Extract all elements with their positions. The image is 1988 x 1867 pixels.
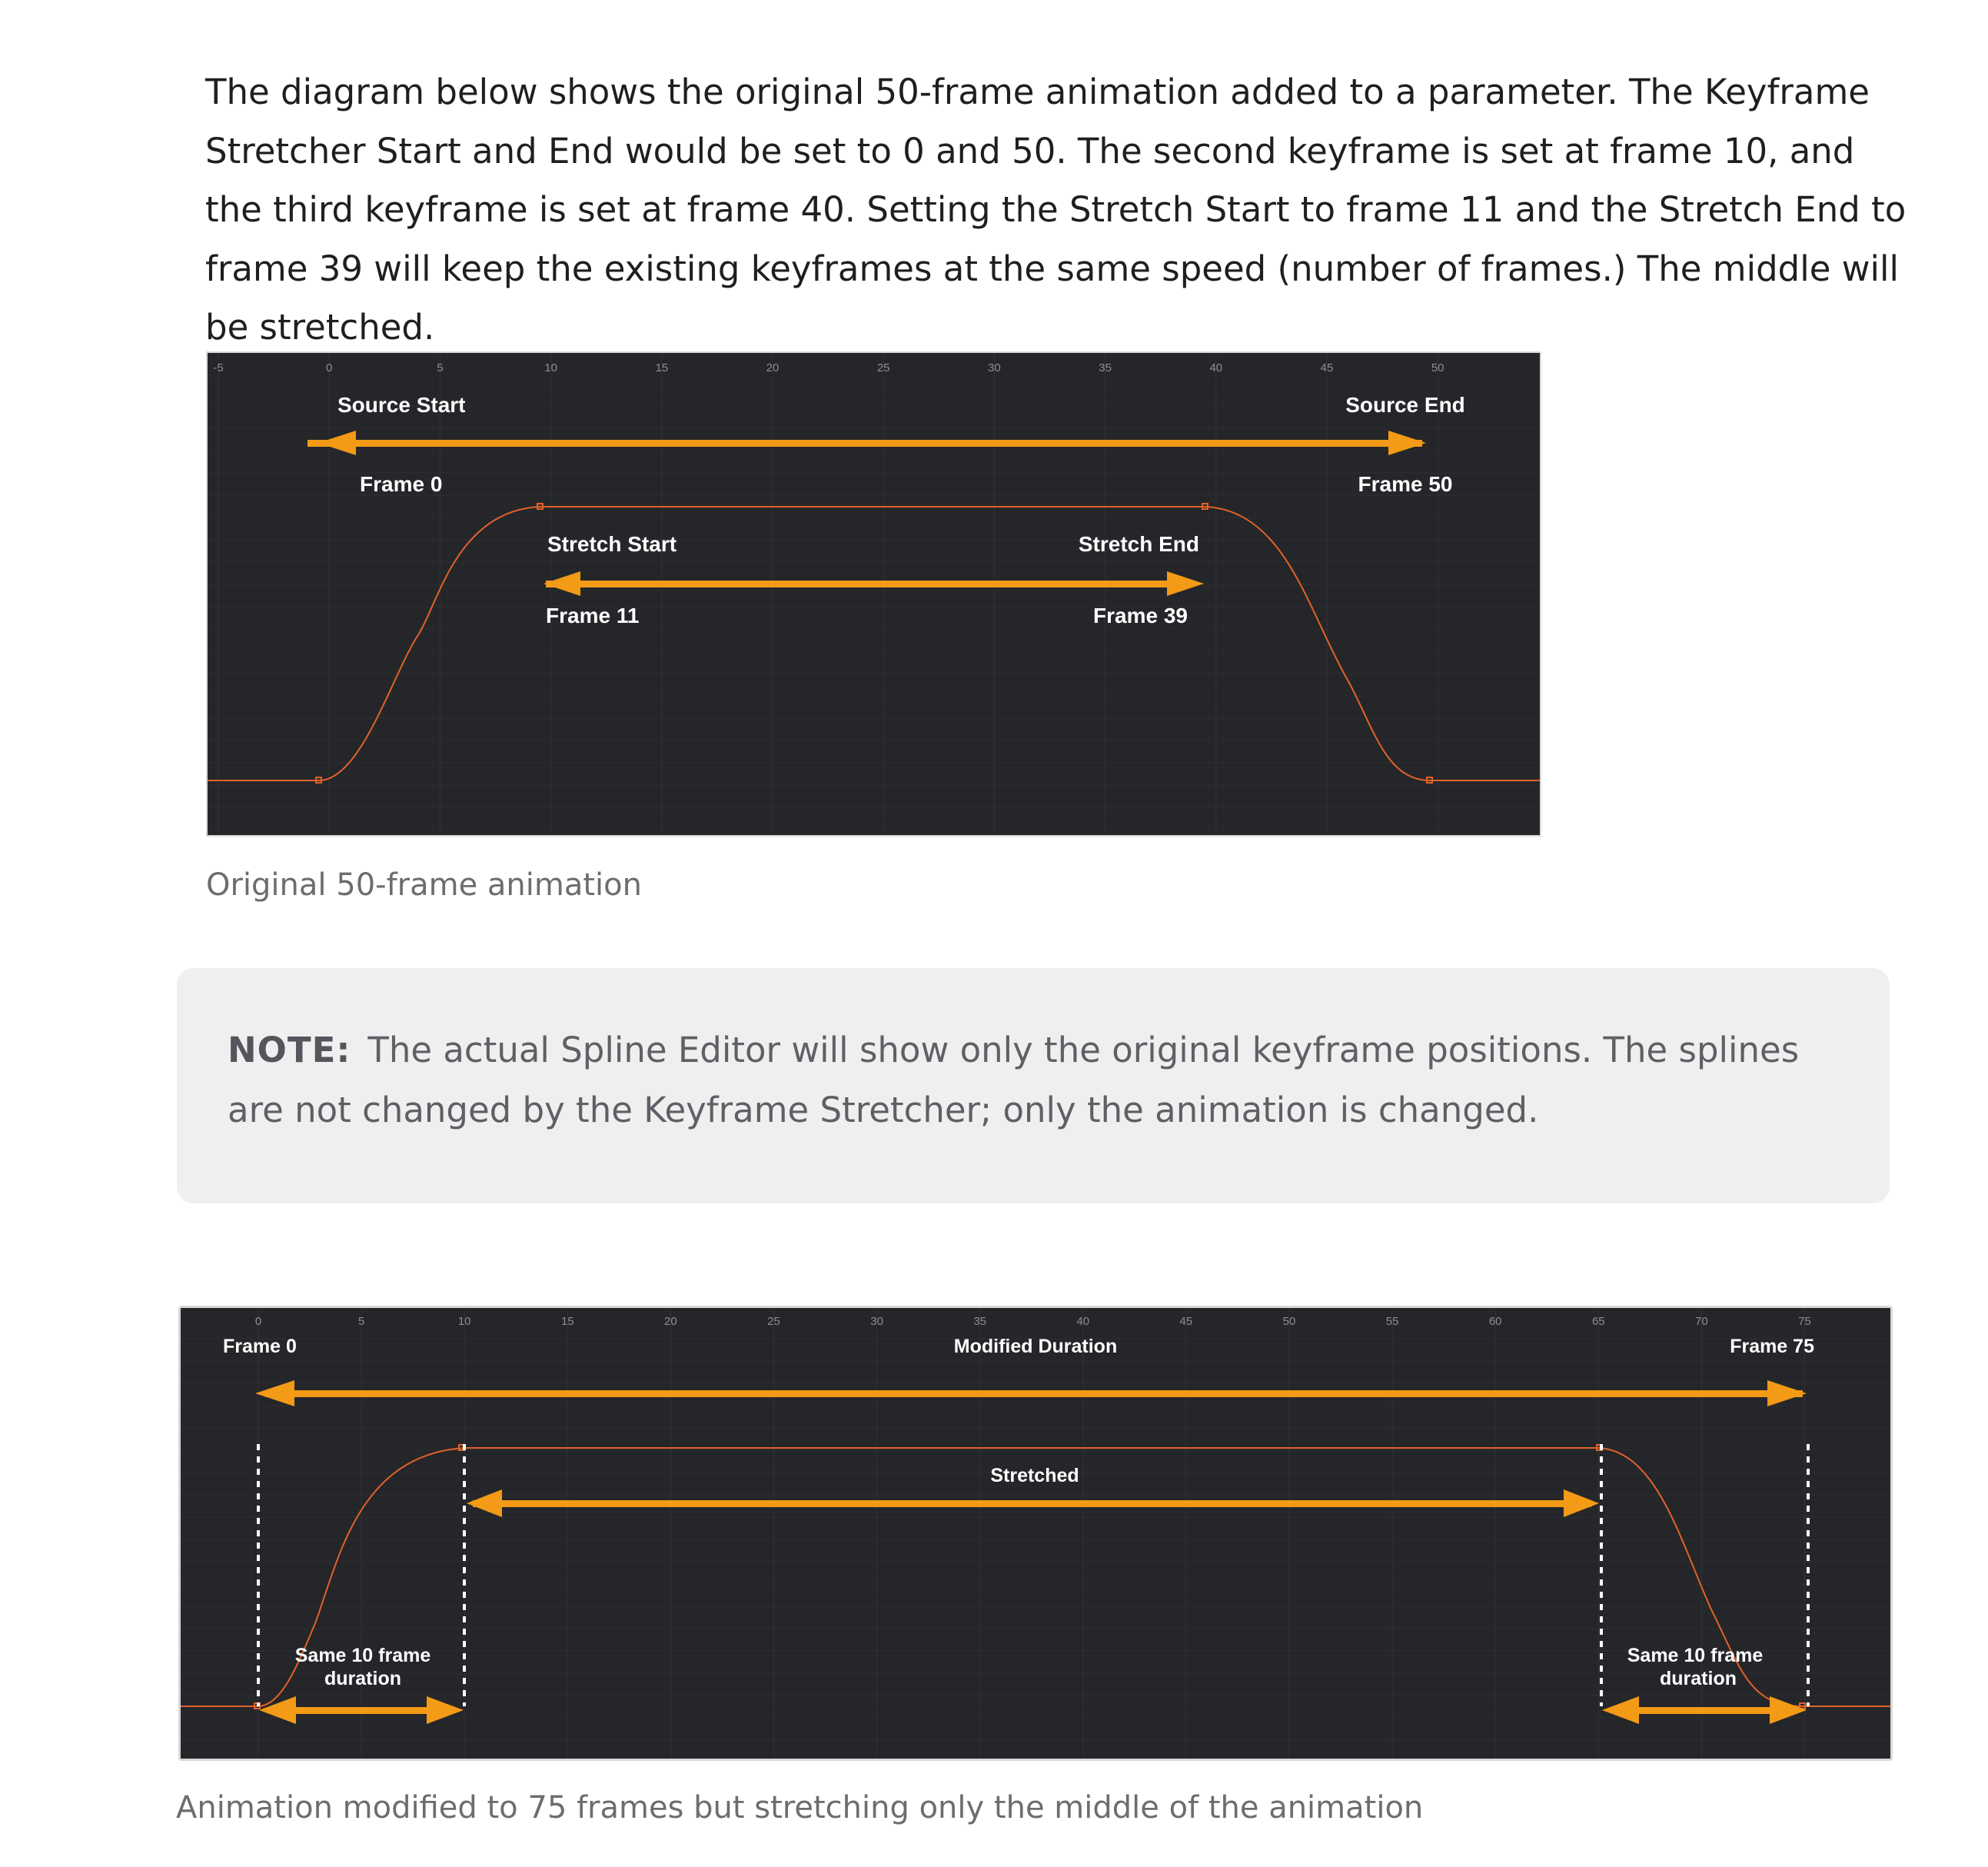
tick-label: 25 [767, 1315, 780, 1328]
tick-label: 5 [357, 1315, 365, 1328]
tick-label: 0 [254, 1315, 262, 1328]
right-duration-line1: Same 10 frame [1627, 1645, 1764, 1666]
tick-label: 65 [1591, 1315, 1605, 1328]
tick-label: 0 [326, 361, 333, 374]
source-end-label: Source End [1345, 393, 1465, 417]
stretch-end-frame: Frame 39 [1093, 604, 1188, 627]
tick-label: 40 [1209, 361, 1223, 374]
grid-lines [181, 1308, 1890, 1759]
tick-label: 55 [1385, 1315, 1399, 1328]
tick-label: -5 [213, 361, 224, 374]
intro-paragraph: The diagram below shows the original 50-frame animation added to a parameter. The Keyframe Stretcher Start and End would be set to 0 and 50. The second keyframe is set at frame 10, and the third keyframe is set at frame 40. Setting the Stretch Start to frame 11 and the Stretch End to frame 39 will keep the existing keyframes at the same speed (number of frames.) The middle will be stretched. [205, 72, 1907, 348]
tick-label: 15 [655, 361, 669, 374]
spline-graph-2 [181, 1308, 1890, 1759]
tick-label: 40 [1076, 1315, 1090, 1328]
tick-label: 60 [1488, 1315, 1502, 1328]
frame-ruler [255, 1315, 1811, 1328]
tick-label: 20 [766, 361, 780, 374]
tick-label: 35 [1099, 361, 1112, 374]
source-start-frame: Frame 0 [360, 472, 443, 496]
tick-label: 10 [544, 361, 557, 374]
right-duration-line2: duration [1660, 1668, 1737, 1689]
tick-label: 70 [1695, 1315, 1708, 1328]
original-animation-diagram [208, 353, 1540, 835]
tick-label: 75 [1798, 1315, 1811, 1328]
tick-label: 45 [1179, 1315, 1193, 1328]
tick-label: 50 [1282, 1315, 1296, 1328]
note-content [228, 1020, 1842, 1140]
source-range-arrow [308, 431, 1426, 455]
modified-animation-diagram [178, 1306, 1893, 1761]
note-label: NOTE: [228, 1030, 351, 1070]
stretched-arrow [467, 1489, 1599, 1517]
tick-label: 15 [560, 1315, 574, 1328]
tick-label: 50 [1431, 361, 1444, 374]
tick-label: 30 [870, 1315, 883, 1328]
stretched-label: Stretched [990, 1465, 1079, 1486]
tick-label: 20 [664, 1315, 677, 1328]
source-start-label: Source Start [337, 393, 466, 417]
frame75-label: Frame 75 [1730, 1336, 1814, 1357]
frame0-label: Frame 0 [223, 1336, 297, 1357]
stretch-end-label: Stretch End [1078, 532, 1199, 556]
tick-label: 10 [457, 1315, 471, 1328]
tick-label: 35 [973, 1315, 987, 1328]
grid-lines [208, 353, 1540, 835]
frame-ruler [213, 361, 1444, 374]
stretch-start-label: Stretch Start [547, 532, 677, 556]
tick-label: 5 [437, 361, 444, 374]
left-duration-line2: duration [324, 1668, 401, 1689]
tick-label: 45 [1320, 361, 1334, 374]
tick-label: 30 [988, 361, 1001, 374]
figure1-caption: Original 50-frame animation [206, 867, 642, 903]
modified-duration-label: Modified Duration [953, 1336, 1118, 1357]
spline-graph-1 [208, 353, 1540, 835]
animation-curve [208, 507, 1540, 780]
figure2-caption: Animation modified to 75 frames but stretching only the middle of the animation [176, 1790, 1424, 1825]
right-duration-arrow [1602, 1696, 1807, 1724]
animation-curve [181, 1448, 1890, 1706]
source-end-frame: Frame 50 [1358, 472, 1453, 496]
note-box [177, 968, 1890, 1203]
modified-duration-arrow [255, 1380, 1807, 1406]
note-text: The actual Spline Editor will show only the original keyframe positions. The splines are not changed by the Keyframe Stretcher; only the animation is changed. [228, 1030, 1800, 1130]
left-duration-line1: Same 10 frame [294, 1645, 431, 1666]
tick-label: 25 [876, 361, 890, 374]
stretch-start-frame: Frame 11 [546, 604, 640, 627]
